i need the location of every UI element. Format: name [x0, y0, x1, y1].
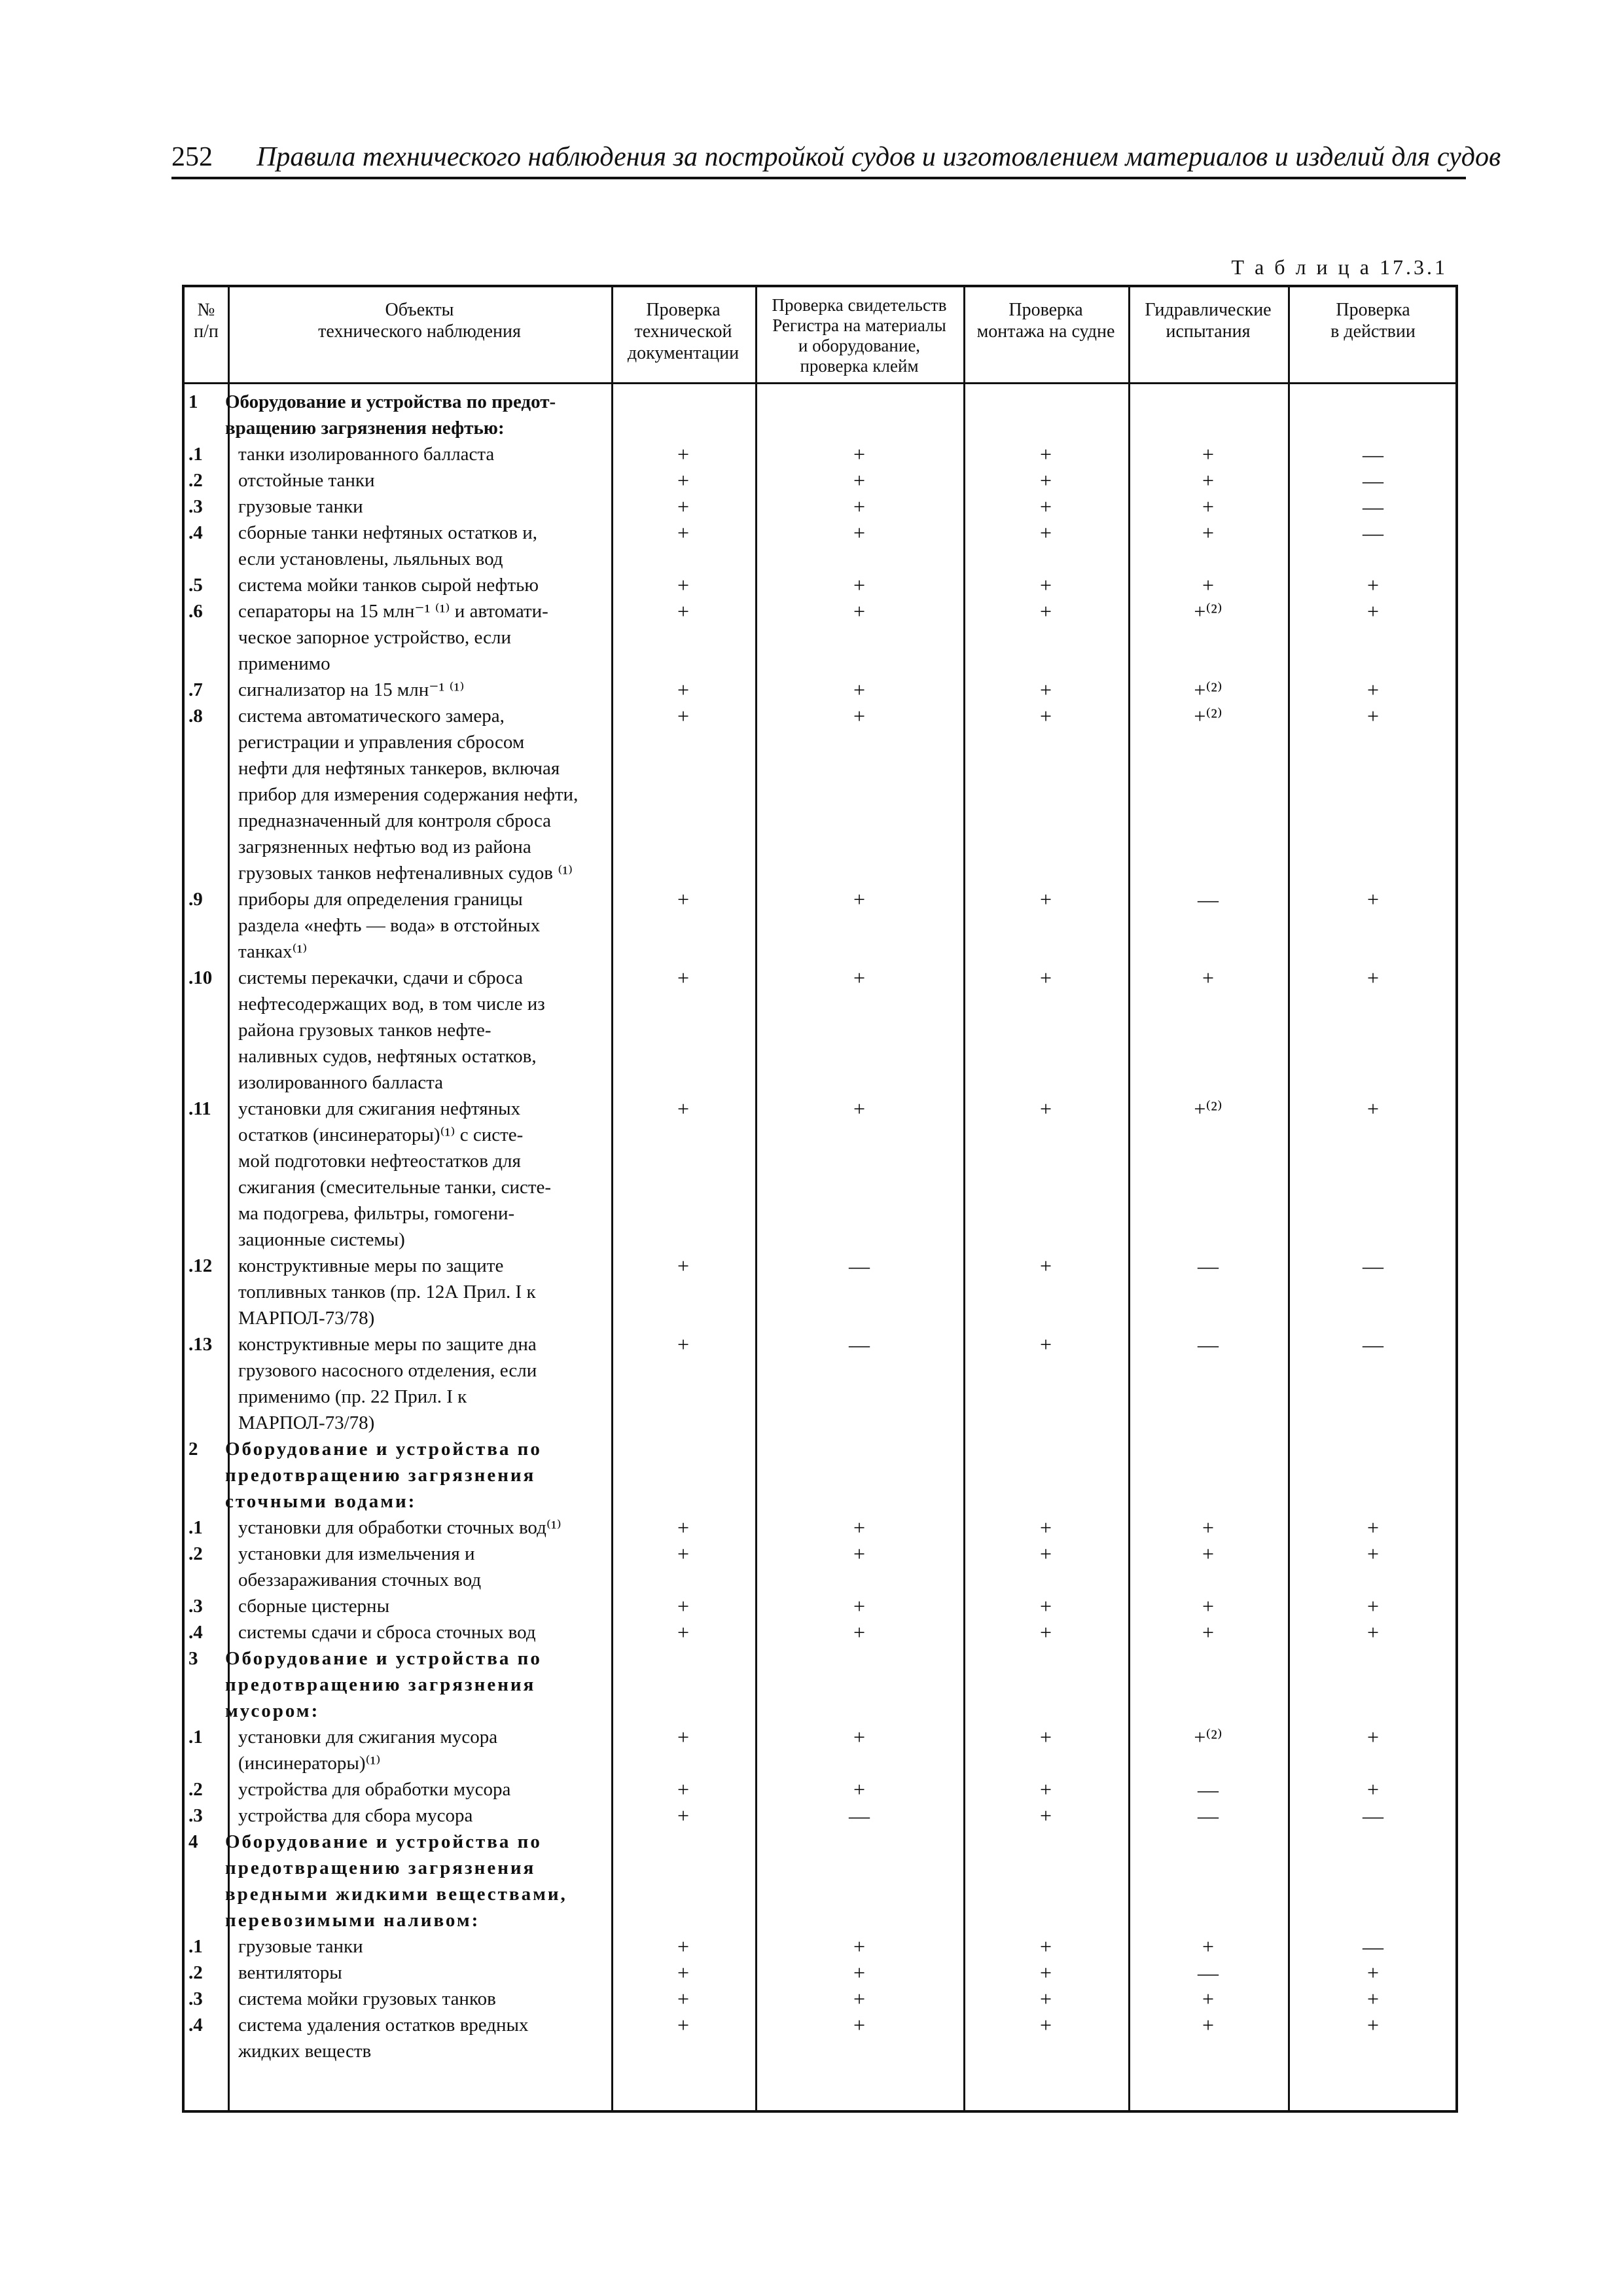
- check-mark: +: [1039, 1987, 1052, 2011]
- check-mark: +: [1366, 888, 1380, 911]
- check-mark: +: [1202, 2013, 1215, 2037]
- row-text-line: система удаления остатков вредных: [238, 2015, 529, 2036]
- check-mark: —: [1363, 442, 1383, 466]
- row-text-line: предотвращению загрязнения: [225, 1674, 536, 1695]
- check-mark: +: [853, 966, 866, 990]
- row-text-line: перевозимыми наливом:: [225, 1910, 480, 1931]
- row-text-line: установки для сжигания мусора: [238, 1727, 498, 1748]
- row-text: [225, 1829, 611, 1933]
- row-text-line: сборные танки нефтяных остатков и,: [238, 522, 538, 543]
- check-mark: +: [677, 678, 690, 702]
- row-text: [238, 1096, 611, 1253]
- check-mark: +: [1202, 495, 1215, 518]
- check-mark: +⁽²⁾: [1194, 600, 1222, 623]
- check-mark: —: [1363, 1935, 1383, 1958]
- check-mark: +: [853, 1594, 866, 1618]
- column-header-line: проверка клейм: [800, 356, 919, 376]
- row-text-line: приборы для определения границы: [238, 889, 523, 910]
- row-text: [225, 1645, 611, 1724]
- row-text-line: грузовые танки: [238, 496, 363, 517]
- check-mark: +: [1366, 1621, 1380, 1644]
- check-mark: +: [677, 521, 690, 545]
- check-mark: —: [1363, 495, 1383, 518]
- check-mark: +: [1202, 966, 1215, 990]
- check-mark: +: [1039, 495, 1052, 518]
- check-mark: +: [677, 1961, 690, 1984]
- check-mark: +: [677, 1621, 690, 1644]
- row-text-line: района грузовых танков нефте-: [238, 1020, 491, 1041]
- check-mark: +: [853, 1621, 866, 1644]
- check-mark: +: [1366, 573, 1380, 597]
- check-mark: —: [849, 1333, 870, 1356]
- row-number: .12: [188, 1255, 213, 1276]
- check-mark: +: [677, 966, 690, 990]
- table-caption: Т а б л и ц а 17.3.1: [1231, 255, 1448, 279]
- column-header: [1288, 299, 1458, 342]
- check-mark: +⁽²⁾: [1194, 1725, 1222, 1749]
- row-text-line: МАРПОЛ-73/78): [238, 1308, 375, 1329]
- row-number: .11: [188, 1098, 211, 1119]
- row-text-line: предотвращению загрязнения: [225, 1857, 536, 1878]
- row-text-line: вентиляторы: [238, 1962, 342, 1983]
- check-mark: +: [677, 1778, 690, 1801]
- check-mark: +: [1039, 469, 1052, 492]
- column-header: [185, 299, 228, 342]
- row-number: 1: [188, 391, 198, 412]
- column-header-line: в действии: [1330, 321, 1416, 342]
- row-text-line: остатков (инсинераторы)⁽¹⁾ с систе-: [238, 1124, 524, 1145]
- row-number: .7: [188, 679, 203, 700]
- row-number: .2: [188, 1543, 203, 1564]
- row-text: [225, 1436, 611, 1515]
- column-header-line: Проверка: [646, 300, 721, 320]
- row-text-line: отстойные танки: [238, 470, 375, 491]
- check-mark: —: [1198, 1961, 1219, 1984]
- row-text-line: предназначенный для контроля сброса: [238, 810, 552, 831]
- check-mark: +: [677, 2013, 690, 2037]
- row-text-line: сжигания (смесительные танки, систе-: [238, 1177, 552, 1198]
- check-mark: +: [1366, 966, 1380, 990]
- row-text-line: применимо: [238, 653, 330, 674]
- row-text-line: (инсинераторы)⁽¹⁾: [238, 1753, 381, 1774]
- check-mark: +: [853, 1935, 866, 1958]
- check-mark: +: [1039, 1542, 1052, 1566]
- check-mark: +: [1039, 1333, 1052, 1356]
- check-mark: —: [1363, 521, 1383, 545]
- check-mark: +: [1039, 2013, 1052, 2037]
- check-mark: —: [1363, 469, 1383, 492]
- check-mark: +: [677, 888, 690, 911]
- check-mark: +: [1039, 1961, 1052, 1984]
- row-text-line: нефтесодержащих вод, в том числе из: [238, 994, 545, 1014]
- row-text-line: изолированного балласта: [238, 1072, 444, 1093]
- column-header: [963, 299, 1128, 342]
- row-text: [238, 1331, 611, 1436]
- row-number: .4: [188, 522, 203, 543]
- row-text-line: раздела «нефть — вода» в отстойных: [238, 915, 541, 936]
- check-mark: —: [1363, 1333, 1383, 1356]
- row-text: [238, 598, 611, 677]
- check-mark: +: [1202, 1542, 1215, 1566]
- inspection-table: [182, 285, 1458, 2113]
- row-text: [238, 1619, 611, 1645]
- row-text-line: топливных танков (пр. 12А Прил. I к: [238, 1282, 536, 1302]
- check-mark: +: [1039, 600, 1052, 623]
- row-text: [238, 572, 611, 598]
- column-divider: [963, 287, 965, 2110]
- row-text-line: сборные цистерны: [238, 1596, 390, 1617]
- row-text-line: загрязненных нефтью вод из района: [238, 836, 531, 857]
- row-text-line: установки для обработки сточных вод⁽¹⁾: [238, 1517, 562, 1538]
- check-mark: —: [1363, 1254, 1383, 1278]
- check-mark: +: [1202, 573, 1215, 597]
- check-mark: +: [853, 1987, 866, 2011]
- column-header-line: Проверка: [1336, 300, 1410, 320]
- running-title: Правила технического наблюдения за постройкой судов и изготовлением материалов и изделий для судов: [257, 142, 1501, 172]
- check-mark: +: [853, 678, 866, 702]
- check-mark: +: [1039, 1621, 1052, 1644]
- check-mark: +: [1202, 521, 1215, 545]
- row-text: [238, 467, 611, 493]
- row-number: .3: [188, 1596, 203, 1617]
- check-mark: +: [677, 600, 690, 623]
- row-text-line: вращению загрязнения нефтью:: [225, 418, 505, 439]
- check-mark: +: [853, 888, 866, 911]
- check-mark: +: [853, 1516, 866, 1539]
- row-number: .3: [188, 1988, 203, 2009]
- check-mark: +: [677, 1725, 690, 1749]
- row-text: [238, 1986, 611, 2012]
- check-mark: +: [677, 1516, 690, 1539]
- row-number: .9: [188, 889, 203, 910]
- check-mark: +: [1039, 1097, 1052, 1121]
- row-number: .8: [188, 706, 203, 726]
- check-mark: +: [1366, 1516, 1380, 1539]
- row-text-line: мусором:: [225, 1700, 320, 1721]
- row-number: .13: [188, 1334, 213, 1355]
- row-text-line: сточными водами:: [225, 1491, 417, 1512]
- row-text-line: конструктивные меры по защите дна: [238, 1334, 537, 1355]
- row-number: .3: [188, 1805, 203, 1826]
- check-mark: +: [1039, 442, 1052, 466]
- check-mark: +: [853, 2013, 866, 2037]
- row-number: .4: [188, 1622, 203, 1643]
- column-header-line: п/п: [194, 321, 219, 342]
- row-text-line: системы сдачи и сброса сточных вод: [238, 1622, 536, 1643]
- check-mark: +: [853, 704, 866, 728]
- row-text-line: установки для сжигания нефтяных: [238, 1098, 521, 1119]
- header-rule: [171, 177, 1466, 179]
- row-text-line: вредными жидкими веществами,: [225, 1884, 567, 1905]
- row-text: [238, 677, 611, 703]
- check-mark: +: [853, 1961, 866, 1984]
- check-mark: +: [1039, 1594, 1052, 1618]
- column-header: [611, 299, 755, 364]
- running-header: [171, 141, 1501, 181]
- row-text: [238, 886, 611, 965]
- row-text-line: прибор для измерения содержания нефти,: [238, 784, 579, 805]
- row-number: .6: [188, 601, 203, 622]
- column-header-line: Проверка свидетельств: [772, 295, 947, 315]
- row-text: [238, 965, 611, 1096]
- row-text: [238, 1803, 611, 1829]
- row-text: [238, 493, 611, 520]
- row-text-line: танках⁽¹⁾: [238, 941, 308, 962]
- check-mark: —: [1198, 1254, 1219, 1278]
- column-header-line: испытания: [1166, 321, 1251, 342]
- row-text-line: мой подготовки нефтеостатков для: [238, 1151, 521, 1172]
- row-text-line: Оборудование и устройства по: [225, 1831, 542, 1852]
- row-text-line: танки изолированного балласта: [238, 444, 495, 465]
- check-mark: +: [677, 1987, 690, 2011]
- row-text-line: сепараторы на 15 млн⁻¹ ⁽¹⁾ и автомати-: [238, 601, 548, 622]
- check-mark: +: [853, 495, 866, 518]
- column-divider: [1128, 287, 1130, 2110]
- row-text: [238, 2012, 611, 2064]
- check-mark: +: [1202, 1987, 1215, 2011]
- check-mark: +: [677, 1594, 690, 1618]
- check-mark: +: [1366, 1961, 1380, 1984]
- row-number: .1: [188, 444, 203, 465]
- column-divider: [1288, 287, 1290, 2110]
- check-mark: +: [1039, 521, 1052, 545]
- check-mark: +: [1202, 469, 1215, 492]
- check-mark: +: [677, 704, 690, 728]
- row-number: .3: [188, 496, 203, 517]
- row-text: [238, 441, 611, 467]
- check-mark: +: [853, 1097, 866, 1121]
- column-header-line: и оборудование,: [798, 336, 921, 355]
- check-mark: +: [1366, 704, 1380, 728]
- row-text: [225, 389, 611, 441]
- row-text: [238, 1776, 611, 1803]
- row-number: .10: [188, 967, 213, 988]
- check-mark: +: [677, 1097, 690, 1121]
- row-text-line: устройства для обработки мусора: [238, 1779, 511, 1800]
- check-mark: —: [1363, 1804, 1383, 1827]
- row-text-line: применимо (пр. 22 Прил. I к: [238, 1386, 467, 1407]
- row-text-line: регистрации и управления сбросом: [238, 732, 525, 753]
- row-text: [238, 1724, 611, 1776]
- row-text-line: системы перекачки, сдачи и сброса: [238, 967, 523, 988]
- row-text-line: грузовые танки: [238, 1936, 363, 1957]
- check-mark: —: [1198, 1333, 1219, 1356]
- row-text: [238, 1960, 611, 1986]
- row-number: .2: [188, 1779, 203, 1800]
- check-mark: +: [1366, 1725, 1380, 1749]
- check-mark: +: [1039, 1935, 1052, 1958]
- check-mark: +: [1202, 442, 1215, 466]
- check-mark: +: [1039, 678, 1052, 702]
- row-text-line: установки для измельчения и: [238, 1543, 475, 1564]
- check-mark: +: [1202, 1516, 1215, 1539]
- column-header-line: Регистра на материалы: [772, 315, 946, 335]
- check-mark: +: [1039, 888, 1052, 911]
- row-number: .4: [188, 2015, 203, 2036]
- row-text-line: обеззараживания сточных вод: [238, 1570, 482, 1590]
- row-text-line: сигнализатор на 15 млн⁻¹ ⁽¹⁾: [238, 679, 465, 700]
- check-mark: +: [1202, 1621, 1215, 1644]
- column-divider: [755, 287, 757, 2110]
- check-mark: —: [1198, 1804, 1219, 1827]
- check-mark: +: [677, 1804, 690, 1827]
- column-header-line: монтажа на судне: [976, 321, 1115, 342]
- row-text-line: зационные системы): [238, 1229, 405, 1250]
- check-mark: +: [853, 442, 866, 466]
- row-number: .1: [188, 1936, 203, 1957]
- page-number: 252: [171, 142, 213, 172]
- check-mark: +: [1202, 1935, 1215, 1958]
- check-mark: +: [677, 469, 690, 492]
- check-mark: +: [677, 1254, 690, 1278]
- row-number: .1: [188, 1517, 203, 1538]
- row-text-line: ма подогрева, фильтры, гомогени-: [238, 1203, 515, 1224]
- row-number: .2: [188, 470, 203, 491]
- row-text-line: предотвращению загрязнения: [225, 1465, 536, 1486]
- check-mark: +: [1366, 600, 1380, 623]
- check-mark: +: [1039, 1778, 1052, 1801]
- row-number: .1: [188, 1727, 203, 1748]
- column-header-line: №: [197, 300, 215, 320]
- row-text: [238, 520, 611, 572]
- check-mark: +: [1366, 1987, 1380, 2011]
- check-mark: +: [853, 469, 866, 492]
- check-mark: +: [1366, 1594, 1380, 1618]
- check-mark: +: [677, 1542, 690, 1566]
- column-header: [755, 295, 963, 376]
- row-text-line: система мойки грузовых танков: [238, 1988, 496, 2009]
- check-mark: +⁽²⁾: [1194, 704, 1222, 728]
- check-mark: +: [1039, 1725, 1052, 1749]
- row-number: 4: [188, 1831, 198, 1852]
- check-mark: +: [1039, 1804, 1052, 1827]
- column-header-line: технической: [634, 321, 732, 342]
- check-mark: +: [853, 600, 866, 623]
- column-header-line: Проверка: [1008, 300, 1083, 320]
- check-mark: +: [1366, 2013, 1380, 2037]
- column-header-line: Объекты: [385, 300, 454, 320]
- row-text-line: Оборудование и устройства по: [225, 1439, 542, 1460]
- check-mark: +: [1366, 1097, 1380, 1121]
- check-mark: +: [1039, 1254, 1052, 1278]
- check-mark: +: [1366, 1778, 1380, 1801]
- row-number: 3: [188, 1648, 198, 1669]
- row-text-line: Оборудование и устройства по предот-: [225, 391, 556, 412]
- column-header: [228, 299, 611, 342]
- row-number: .2: [188, 1962, 203, 1983]
- check-mark: +: [853, 1725, 866, 1749]
- row-text-line: система мойки танков сырой нефтью: [238, 575, 539, 596]
- column-header-line: документации: [627, 343, 740, 363]
- row-text: [238, 1593, 611, 1619]
- check-mark: —: [849, 1804, 870, 1827]
- row-number: .5: [188, 575, 203, 596]
- header-divider: [185, 382, 1455, 384]
- check-mark: +: [677, 442, 690, 466]
- column-header-line: технического наблюдения: [318, 321, 521, 342]
- check-mark: +: [1202, 1594, 1215, 1618]
- check-mark: +: [677, 495, 690, 518]
- row-text-line: МАРПОЛ-73/78): [238, 1412, 375, 1433]
- row-text-line: наливных судов, нефтяных остатков,: [238, 1046, 537, 1067]
- check-mark: +: [853, 1778, 866, 1801]
- row-text: [238, 1515, 611, 1541]
- check-mark: +⁽²⁾: [1194, 678, 1222, 702]
- check-mark: +: [853, 1542, 866, 1566]
- row-number: 2: [188, 1439, 198, 1460]
- column-divider: [611, 287, 613, 2110]
- column-header-line: Гидравлические: [1145, 300, 1272, 320]
- check-mark: +: [1366, 678, 1380, 702]
- row-text-line: грузовых танков нефтеналивных судов ⁽¹⁾: [238, 863, 573, 884]
- row-text: [238, 703, 611, 886]
- check-mark: +: [1039, 1516, 1052, 1539]
- row-text-line: Оборудование и устройства по: [225, 1648, 542, 1669]
- check-mark: —: [1198, 888, 1219, 911]
- check-mark: —: [1198, 1778, 1219, 1801]
- row-text: [238, 1933, 611, 1960]
- row-text-line: жидких веществ: [238, 2041, 372, 2062]
- column-header: [1128, 299, 1288, 342]
- row-text-line: если установлены, льяльных вод: [238, 548, 503, 569]
- check-mark: +: [853, 573, 866, 597]
- check-mark: +: [1039, 573, 1052, 597]
- row-text-line: грузового насосного отделения, если: [238, 1360, 537, 1381]
- check-mark: +: [1039, 966, 1052, 990]
- row-text-line: конструктивные меры по защите: [238, 1255, 504, 1276]
- row-text: [238, 1541, 611, 1593]
- check-mark: +: [1366, 1542, 1380, 1566]
- check-mark: +: [1039, 704, 1052, 728]
- check-mark: +: [677, 573, 690, 597]
- check-mark: —: [849, 1254, 870, 1278]
- row-text-line: устройства для сбора мусора: [238, 1805, 473, 1826]
- check-mark: +: [853, 521, 866, 545]
- check-mark: +: [677, 1333, 690, 1356]
- row-text: [238, 1253, 611, 1331]
- row-text-line: ческое запорное устройство, если: [238, 627, 512, 648]
- row-text-line: система автоматического замера,: [238, 706, 505, 726]
- row-text-line: нефти для нефтяных танкеров, включая: [238, 758, 560, 779]
- check-mark: +: [677, 1935, 690, 1958]
- check-mark: +⁽²⁾: [1194, 1097, 1222, 1121]
